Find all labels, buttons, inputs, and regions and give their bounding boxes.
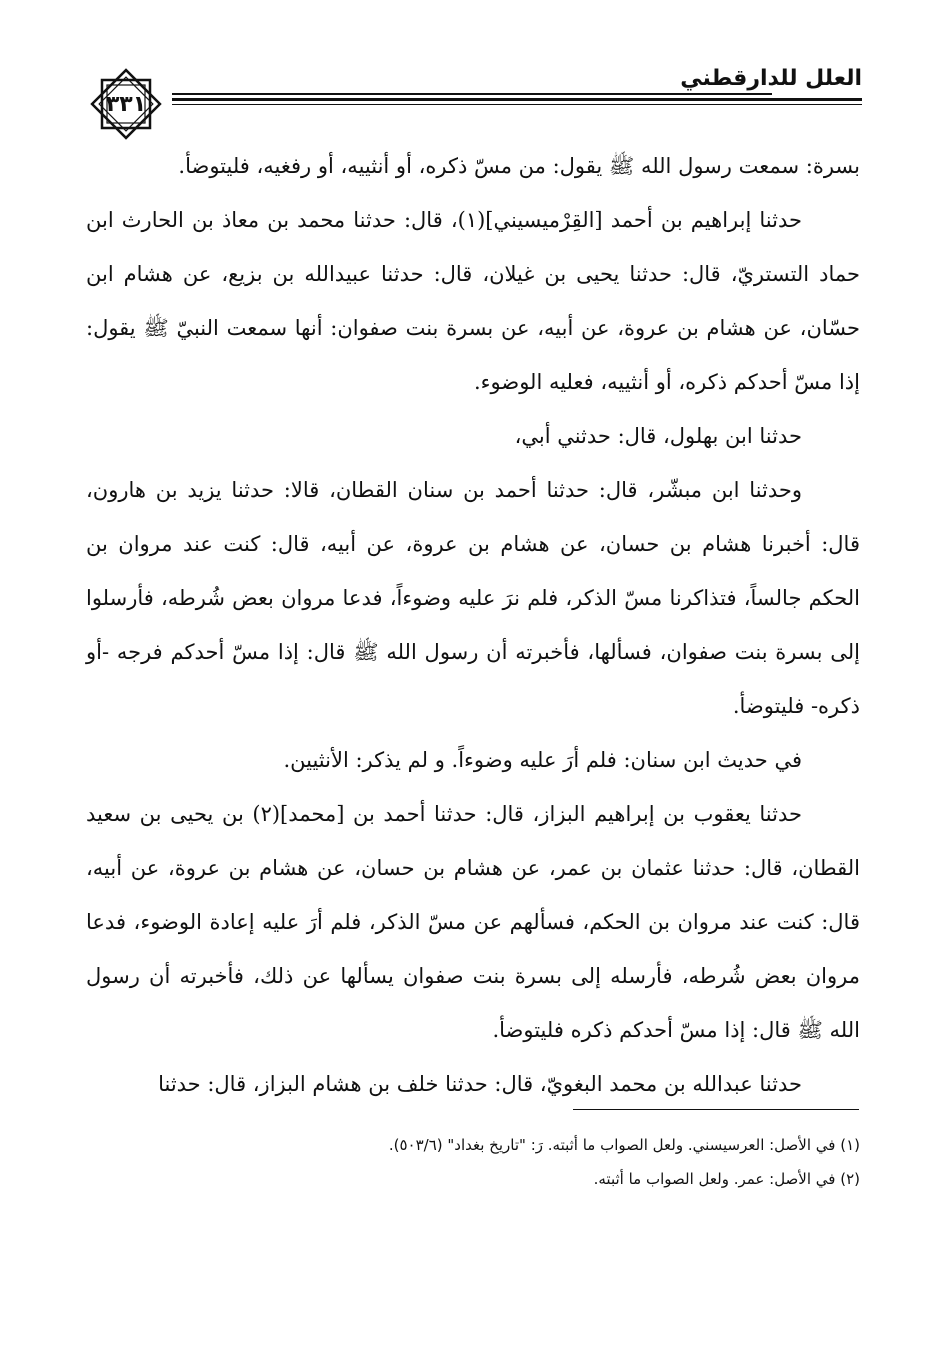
paragraph: بسرة: سمعت رسول الله ﷺ يقول: من مسّ ذكره، أو أنثييه، أو رفغيه، فليتوضأ. [178,154,860,178]
header-rule-middle [172,98,862,101]
footnote: (٢) في الأصل: عمر. ولعل الصواب ما أثبته. [593,1170,860,1188]
footnote: (١) في الأصل: العرسيسني. ولعل الصواب ما أثبته. رَ: "تاريخ بغداد" (٥٠٣/٦). [388,1136,860,1154]
page-number: ٣٣١ [105,91,147,117]
paragraph: في حديث ابن سنان: فلم أرَ عليه وضوءاً. و لم يذكر: الأنثيين. [283,748,802,772]
paragraph: حدثنا إبراهيم بن أحمد [القِرْميسيني](١)، قال: حدثنا محمد بن معاذ بن الحارث ابن حماد التستريّ، قال: حدثنا يحيى بن غيلان، قال: حدثنا عبيدالله بن بزيع، عن هشام ابن حسّان، عن هشام بن عروة، عن أبيه، عن بسرة بنت صفوان: أنها سمعت النبيّ ﷺ يقول: إذا مسّ أحدكم ذكره، أو أنثييه، فعليه الوضوء. [86,208,860,394]
page-header [82,60,862,140]
footnote-separator [573,1109,859,1110]
paragraph: وحدثنا ابن مبشّر، قال: حدثنا أحمد بن سنان القطان، قالا: حدثنا يزيد بن هارون، قال: أخبرنا هشام بن حسان، عن هشام بن عروة، عن أبيه، قال: كنت عند مروان بن الحكم جالساً، فتذاكرنا مسّ الذكر، فلم نرَ عليه وضوءاً، فدعا مروان بعض شُرطه، فأرسلوا إلى بسرة بنت صفوان، فسألها، فأخبرته أن رسول الله ﷺ قال: إذا مسّ أحدكم فرجه -أو ذكره- فليتوضأ. [86,478,860,718]
main-text [86,139,860,1111]
header-rule-bottom [172,104,862,105]
paragraph: حدثنا ابن بهلول، قال: حدثني أبي، [514,424,802,448]
footnotes [86,1128,860,1196]
page-number-badge [82,60,170,148]
paragraph: حدثنا عبدالله بن محمد البغويّ، قال: حدثنا خلف بن هشام البزاز، قال: حدثنا [158,1072,802,1096]
book-title: العلل للدارقطني [680,66,862,91]
header-rule-top [172,93,772,95]
paragraph: حدثنا يعقوب بن إبراهيم البزاز، قال: حدثنا أحمد بن [محمد](٢) بن يحيى بن سعيد القطان، قال: حدثنا عثمان بن عمر، عن هشام بن حسان، عن هشام بن عروة، عن أبيه، قال: كنت عند مروان بن الحكم، فسألهم عن مسّ الذكر، فلم أرَ عليه إعادة الوضوء، فدعا مروان بعض شُرطه، فأرسله إلى بسرة بنت صفوان يسألها عن ذلك، فأخبرته أن رسول الله ﷺ قال: إذا مسّ أحدكم ذكره فليتوضأ. [86,802,860,1042]
